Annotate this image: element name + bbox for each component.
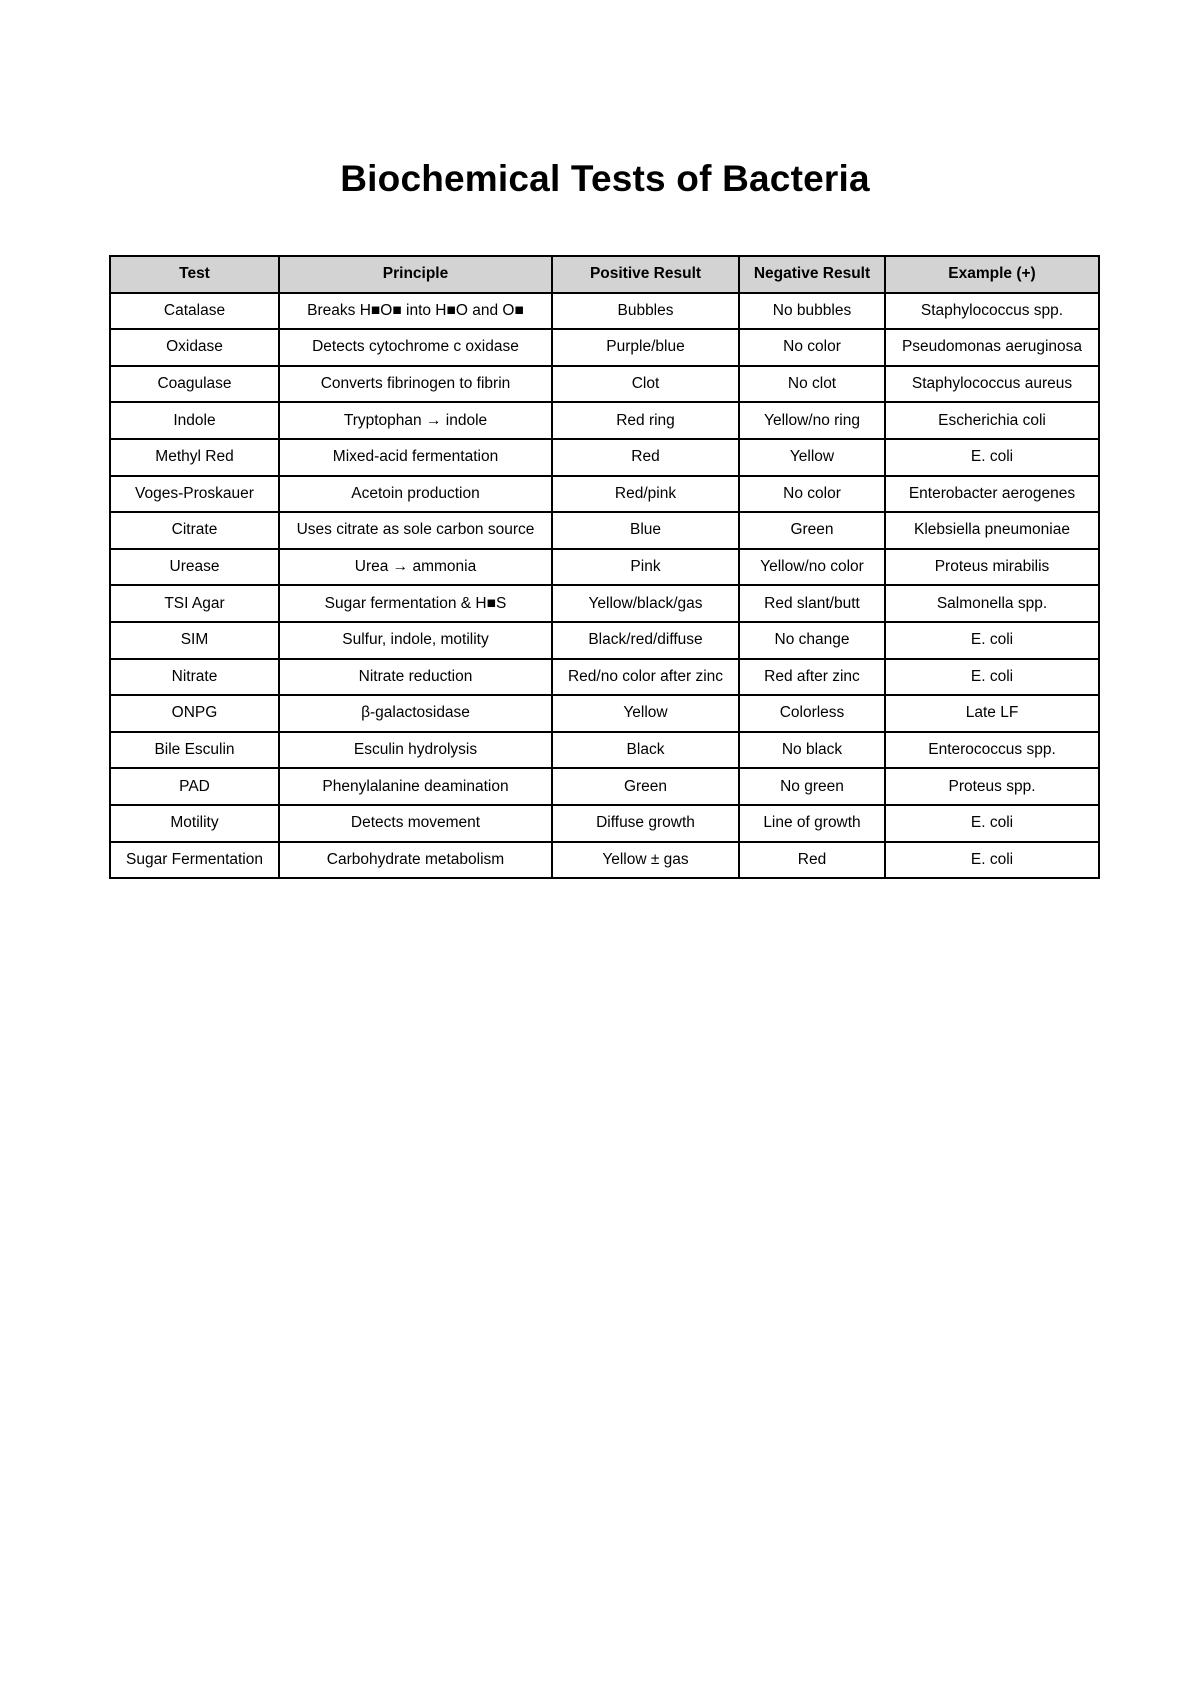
table-header	[110, 256, 1099, 293]
cell-negative-result: No color	[739, 476, 885, 513]
cell-principle: Tryptophan → indole	[279, 402, 552, 439]
cell-example: E. coli	[885, 842, 1099, 879]
cell-principle: β-galactosidase	[279, 695, 552, 732]
header-row	[110, 256, 1099, 293]
cell-principle: Sugar fermentation & H■S	[279, 585, 552, 622]
cell-negative-result: Green	[739, 512, 885, 549]
cell-negative-result: Line of growth	[739, 805, 885, 842]
cell-negative-result: No change	[739, 622, 885, 659]
table-row	[110, 402, 1099, 439]
cell-example: Staphylococcus spp.	[885, 293, 1099, 330]
cell-negative-result: Yellow/no ring	[739, 402, 885, 439]
cell-principle: Uses citrate as sole carbon source	[279, 512, 552, 549]
cell-test: SIM	[110, 622, 279, 659]
cell-test: Motility	[110, 805, 279, 842]
cell-test: Voges-Proskauer	[110, 476, 279, 513]
cell-example: Salmonella spp.	[885, 585, 1099, 622]
cell-positive-result: Pink	[552, 549, 739, 586]
page-title: Biochemical Tests of Bacteria	[340, 158, 870, 199]
table-row	[110, 768, 1099, 805]
cell-example: E. coli	[885, 622, 1099, 659]
cell-positive-result: Red/no color after zinc	[552, 659, 739, 696]
cell-test: Urease	[110, 549, 279, 586]
cell-positive-result: Yellow/black/gas	[552, 585, 739, 622]
cell-example: Proteus mirabilis	[885, 549, 1099, 586]
table-row	[110, 549, 1099, 586]
cell-positive-result: Bubbles	[552, 293, 739, 330]
cell-negative-result: No color	[739, 329, 885, 366]
table-row	[110, 329, 1099, 366]
cell-test: Nitrate	[110, 659, 279, 696]
table-row	[110, 476, 1099, 513]
cell-positive-result: Red/pink	[552, 476, 739, 513]
cell-negative-result: No green	[739, 768, 885, 805]
cell-principle: Esculin hydrolysis	[279, 732, 552, 769]
cell-positive-result: Blue	[552, 512, 739, 549]
column-header-positive-result: Positive Result	[552, 256, 739, 293]
cell-positive-result: Purple/blue	[552, 329, 739, 366]
cell-example: Enterobacter aerogenes	[885, 476, 1099, 513]
cell-principle: Detects movement	[279, 805, 552, 842]
table-row	[110, 293, 1099, 330]
table-row	[110, 732, 1099, 769]
cell-example: Late LF	[885, 695, 1099, 732]
cell-test: Oxidase	[110, 329, 279, 366]
table-row	[110, 659, 1099, 696]
cell-test: Bile Esculin	[110, 732, 279, 769]
cell-positive-result: Black/red/diffuse	[552, 622, 739, 659]
table-row	[110, 842, 1099, 879]
cell-principle: Mixed-acid fermentation	[279, 439, 552, 476]
cell-example: Proteus spp.	[885, 768, 1099, 805]
cell-principle: Phenylalanine deamination	[279, 768, 552, 805]
cell-example: Staphylococcus aureus	[885, 366, 1099, 403]
cell-principle: Sulfur, indole, motility	[279, 622, 552, 659]
cell-positive-result: Yellow ± gas	[552, 842, 739, 879]
cell-principle: Nitrate reduction	[279, 659, 552, 696]
table-row	[110, 512, 1099, 549]
biochemical-tests-table	[109, 255, 1100, 879]
cell-principle: Breaks H■O■ into H■O and O■	[279, 293, 552, 330]
cell-example: E. coli	[885, 439, 1099, 476]
cell-positive-result: Diffuse growth	[552, 805, 739, 842]
cell-example: E. coli	[885, 659, 1099, 696]
column-header-negative-result: Negative Result	[739, 256, 885, 293]
cell-test: Catalase	[110, 293, 279, 330]
cell-example: Pseudomonas aeruginosa	[885, 329, 1099, 366]
cell-negative-result: Yellow/no color	[739, 549, 885, 586]
cell-negative-result: No clot	[739, 366, 885, 403]
cell-negative-result: Yellow	[739, 439, 885, 476]
table-row	[110, 366, 1099, 403]
cell-test: TSI Agar	[110, 585, 279, 622]
cell-positive-result: Red ring	[552, 402, 739, 439]
table-row	[110, 622, 1099, 659]
cell-principle: Converts fibrinogen to fibrin	[279, 366, 552, 403]
cell-principle: Acetoin production	[279, 476, 552, 513]
cell-test: Indole	[110, 402, 279, 439]
cell-negative-result: No bubbles	[739, 293, 885, 330]
cell-example: Enterococcus spp.	[885, 732, 1099, 769]
cell-negative-result: No black	[739, 732, 885, 769]
cell-negative-result: Red	[739, 842, 885, 879]
cell-positive-result: Black	[552, 732, 739, 769]
cell-principle: Carbohydrate metabolism	[279, 842, 552, 879]
table-row	[110, 585, 1099, 622]
cell-example: Klebsiella pneumoniae	[885, 512, 1099, 549]
cell-positive-result: Green	[552, 768, 739, 805]
cell-example: Escherichia coli	[885, 402, 1099, 439]
cell-negative-result: Red slant/butt	[739, 585, 885, 622]
cell-test: Coagulase	[110, 366, 279, 403]
cell-principle: Urea → ammonia	[279, 549, 552, 586]
cell-test: PAD	[110, 768, 279, 805]
cell-test: Methyl Red	[110, 439, 279, 476]
table-row	[110, 439, 1099, 476]
column-header-example: Example (+)	[885, 256, 1099, 293]
column-header-principle: Principle	[279, 256, 552, 293]
cell-positive-result: Yellow	[552, 695, 739, 732]
cell-negative-result: Red after zinc	[739, 659, 885, 696]
cell-test: ONPG	[110, 695, 279, 732]
table-body	[110, 293, 1099, 879]
column-header-test: Test	[110, 256, 279, 293]
cell-principle: Detects cytochrome c oxidase	[279, 329, 552, 366]
cell-positive-result: Red	[552, 439, 739, 476]
cell-positive-result: Clot	[552, 366, 739, 403]
cell-test: Citrate	[110, 512, 279, 549]
table-row	[110, 805, 1099, 842]
cell-negative-result: Colorless	[739, 695, 885, 732]
cell-example: E. coli	[885, 805, 1099, 842]
cell-test: Sugar Fermentation	[110, 842, 279, 879]
table-row	[110, 695, 1099, 732]
